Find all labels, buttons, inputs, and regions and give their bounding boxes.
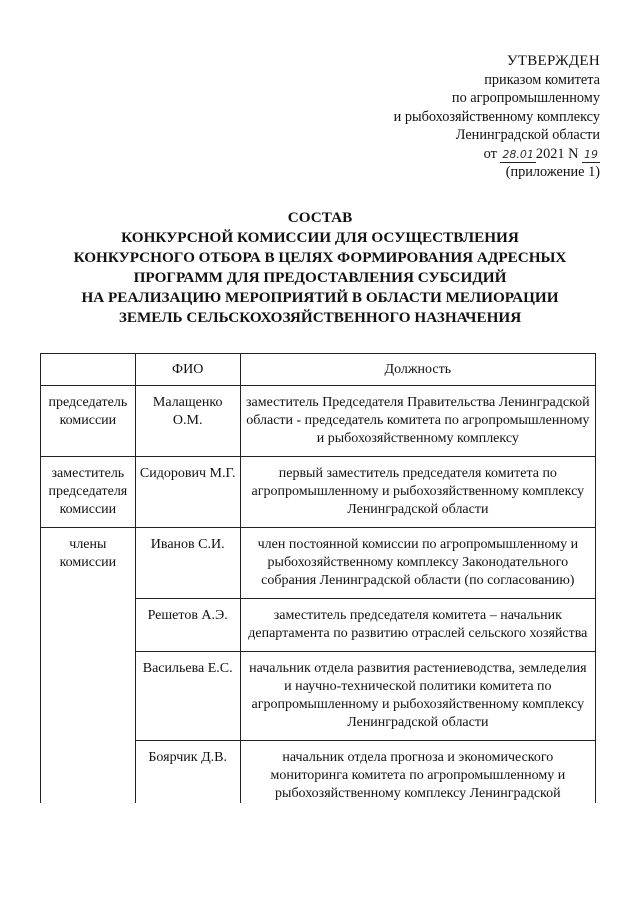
approval-line: и рыбохозяйственному комплексу bbox=[393, 108, 600, 125]
title-line: КОНКУРСНОЙ КОМИССИИ ДЛЯ ОСУЩЕСТВЛЕНИЯ bbox=[121, 229, 519, 246]
name-cell: Иванов С.И. bbox=[135, 528, 240, 599]
name-cell: Сидорович М.Г. bbox=[135, 457, 240, 528]
table-row bbox=[41, 457, 596, 528]
role-cell: заместитель председателя комиссии bbox=[41, 457, 136, 528]
date-year: 2021 N bbox=[535, 145, 579, 162]
title-line: ПРОГРАММ ДЛЯ ПРЕДОСТАВЛЕНИЯ СУБСИДИЙ bbox=[133, 269, 507, 286]
position-cell: член постоянной комиссии по агропромышленному и рыбохозяйственному комплексу Законодательного собрания Ленинградской области (по согласованию) bbox=[240, 528, 595, 599]
handwritten-number: 19 bbox=[584, 147, 598, 161]
commission-table bbox=[40, 353, 596, 803]
table-row bbox=[41, 528, 596, 599]
table-row bbox=[41, 386, 596, 457]
title-line: НА РЕАЛИЗАЦИЮ МЕРОПРИЯТИЙ В ОБЛАСТИ МЕЛИОРАЦИИ bbox=[81, 289, 559, 306]
position-cell: начальник отдела прогноза и экономического мониторинга комитета по агропромышленному и рыбохозяйственному комплексу Ленинградской bbox=[240, 741, 595, 804]
title-line: КОНКУРСНОГО ОТБОРА В ЦЕЛЯХ ФОРМИРОВАНИЯ АДРЕСНЫХ bbox=[73, 249, 567, 266]
column-header-position: Должность bbox=[240, 354, 595, 386]
approval-heading: УТВЕРЖДЕН bbox=[506, 53, 600, 69]
handwritten-date: 28.01 bbox=[502, 147, 534, 161]
name-cell: Боярчик Д.В. bbox=[135, 741, 240, 804]
document-title bbox=[40, 208, 600, 328]
title-line: ЗЕМЕЛЬ СЕЛЬСКОХОЗЯЙСТВЕННОГО НАЗНАЧЕНИЯ bbox=[118, 309, 522, 326]
name-cell: Малащенко О.М. bbox=[135, 386, 240, 457]
date-prefix: от bbox=[483, 145, 497, 162]
approval-date-line bbox=[394, 145, 600, 164]
approval-line: приказом комитета bbox=[484, 71, 600, 88]
approval-line: по агропромышленному bbox=[451, 90, 600, 106]
role-cell: члены комиссии bbox=[41, 528, 136, 804]
name-cell: Васильева Е.С. bbox=[135, 652, 240, 741]
appendix-label: (приложение 1) bbox=[505, 164, 600, 180]
column-header-role bbox=[41, 354, 136, 386]
approval-line: Ленинградской области bbox=[455, 127, 600, 143]
column-header-name: ФИО bbox=[135, 354, 240, 386]
title-line: СОСТАВ bbox=[287, 209, 353, 226]
table-header-row bbox=[41, 354, 596, 386]
name-cell: Решетов А.Э. bbox=[135, 599, 240, 652]
approval-block bbox=[394, 52, 600, 182]
position-cell: заместитель председателя комитета – начальник департамента по развитию отраслей сельского хозяйства bbox=[240, 599, 595, 652]
position-cell: заместитель Председателя Правительства Ленинградской области - председатель комитета по агропромышленному и рыбохозяйственному комплексу bbox=[240, 386, 595, 457]
position-cell: первый заместитель председателя комитета по агропромышленному и рыбохозяйственному комплексу Ленинградской области bbox=[240, 457, 595, 528]
position-cell: начальник отдела развития растениеводства, земледелия и научно-технической политики комитета по агропромышленному и рыбохозяйственному комплексу Ленинградской области bbox=[240, 652, 595, 741]
role-cell: председатель комиссии bbox=[41, 386, 136, 457]
